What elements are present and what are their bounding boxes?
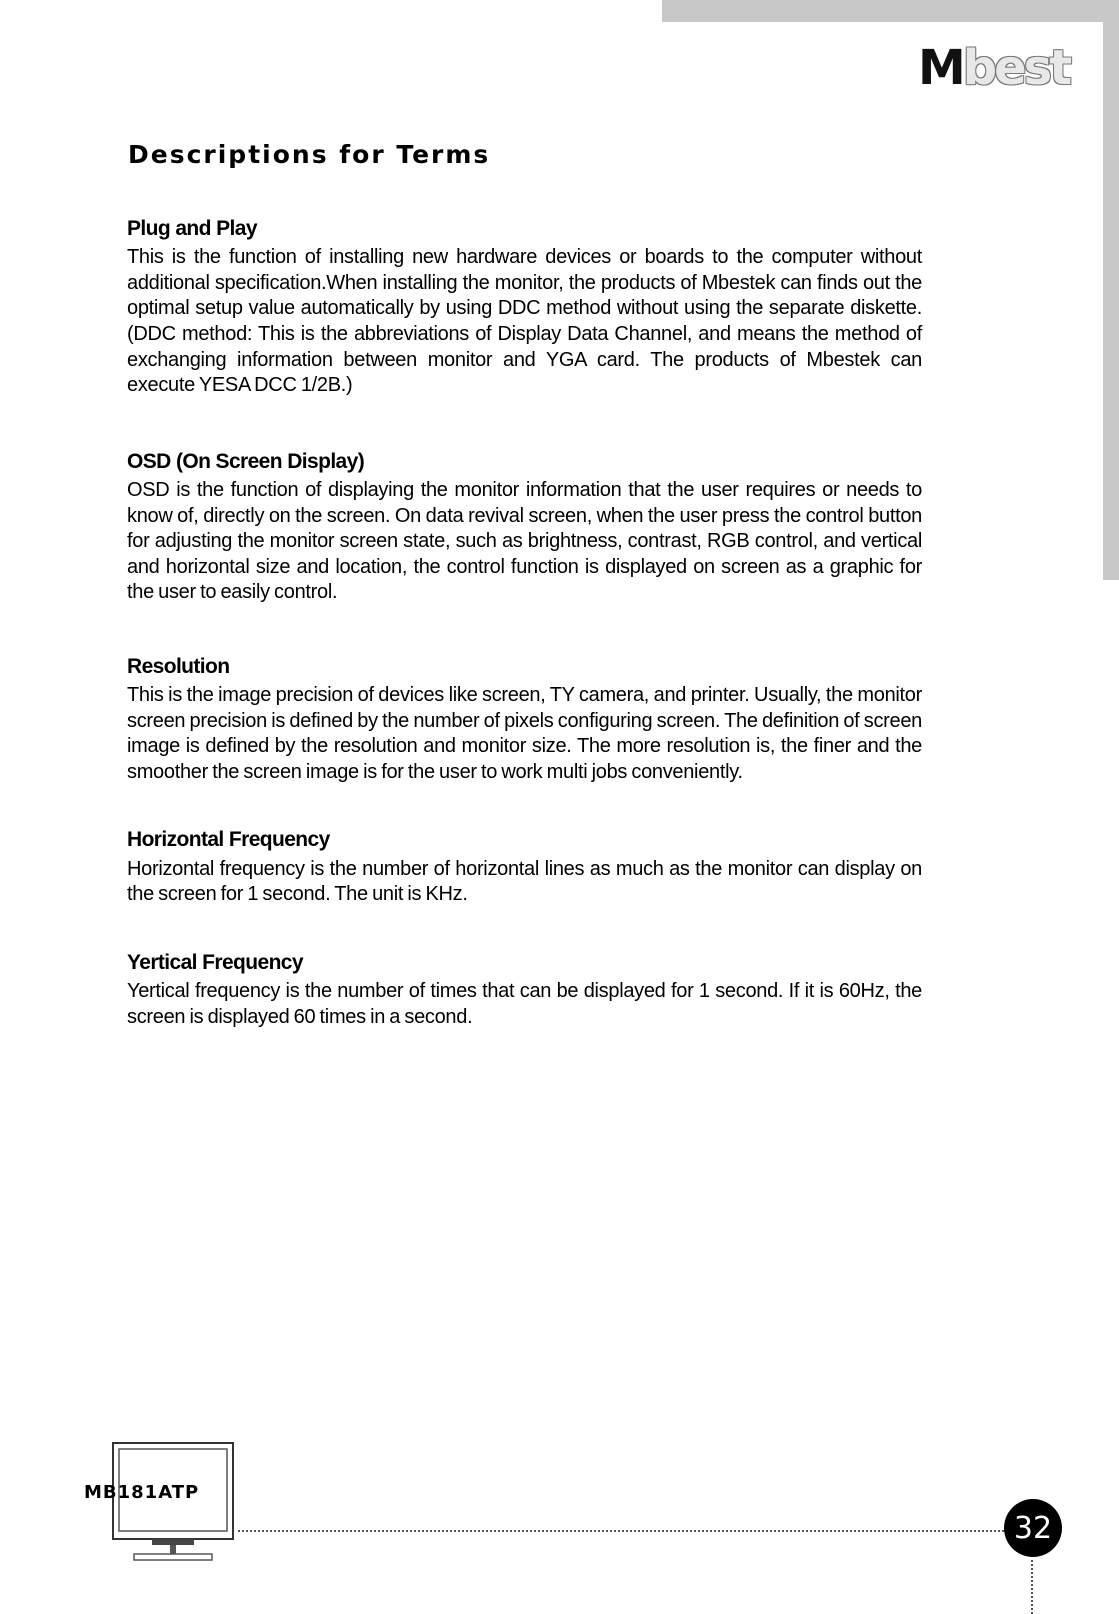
term-body: Horizontal frequency is the number of horizontal lines as much as the monitor can display on the screen for 1 second. The unit is KHz. xyxy=(127,857,922,906)
brand-logo: Mbest xyxy=(918,40,1070,96)
term-body: This is the image precision of devices like screen, TY camera, and printer. Usually, the monitor screen precision is defined by the number of pixels configuring screen. The definition of screen image is defined by the resolution and monitor size. The more resolution is, the finer and the smoother the screen image is for the user to work multi jobs conveniently. xyxy=(127,684,922,783)
page-number-badge: 32 xyxy=(1004,1499,1062,1557)
term-heading: Plug and Play xyxy=(127,217,257,240)
term-heading: Resolution xyxy=(127,654,230,678)
term-resolution xyxy=(127,654,922,786)
term-body: OSD is the function of displaying the monitor information that the user requires or needs to know of, directly on the screen. On data revival screen, when the user press the control button for adjusting the monitor screen state, such as brightness, contrast, RGB control, and vertical and horizontal size and location, the control function is displayed on screen as a graphic for the user to easily control. xyxy=(127,478,922,604)
monitor-icon xyxy=(112,1442,236,1564)
term-body: This is the function of installing new hardware devices or boards to the computer without additional specification.When installing the monitor, the products of Mbestek can finds out the optimal setup value automatically by using DDC method without using the separate diskette. (DDC method: This is the abbreviations of Display Data Channel, and means the method of exchanging information between monitor and YGA card. The products of Mbestek can execute YESA DCC 1/2B.) xyxy=(127,246,922,397)
term-horizontal-frequency xyxy=(127,827,922,907)
term-body: Yertical frequency is the number of times that can be displayed for 1 second. If it is 60Hz, the screen is displayed 60 times in a second. xyxy=(127,980,922,1028)
model-name: MB181ATP xyxy=(84,1482,200,1503)
term-heading: Yertical Frequency xyxy=(127,950,303,974)
footer-divider xyxy=(238,1530,1008,1532)
term-vertical-frequency xyxy=(127,950,922,1030)
term-osd xyxy=(127,449,922,606)
footer-vertical-divider xyxy=(1031,1555,1033,1614)
terms-section xyxy=(127,216,922,1030)
page-title: Descriptions for Terms xyxy=(128,140,491,169)
term-heading: Horizontal Frequency xyxy=(127,828,330,852)
term-plug-and-play xyxy=(127,216,922,399)
top-decorative-bar xyxy=(662,0,1119,22)
term-heading: OSD (On Screen Display) xyxy=(127,449,365,473)
side-decorative-bar xyxy=(1103,22,1119,580)
